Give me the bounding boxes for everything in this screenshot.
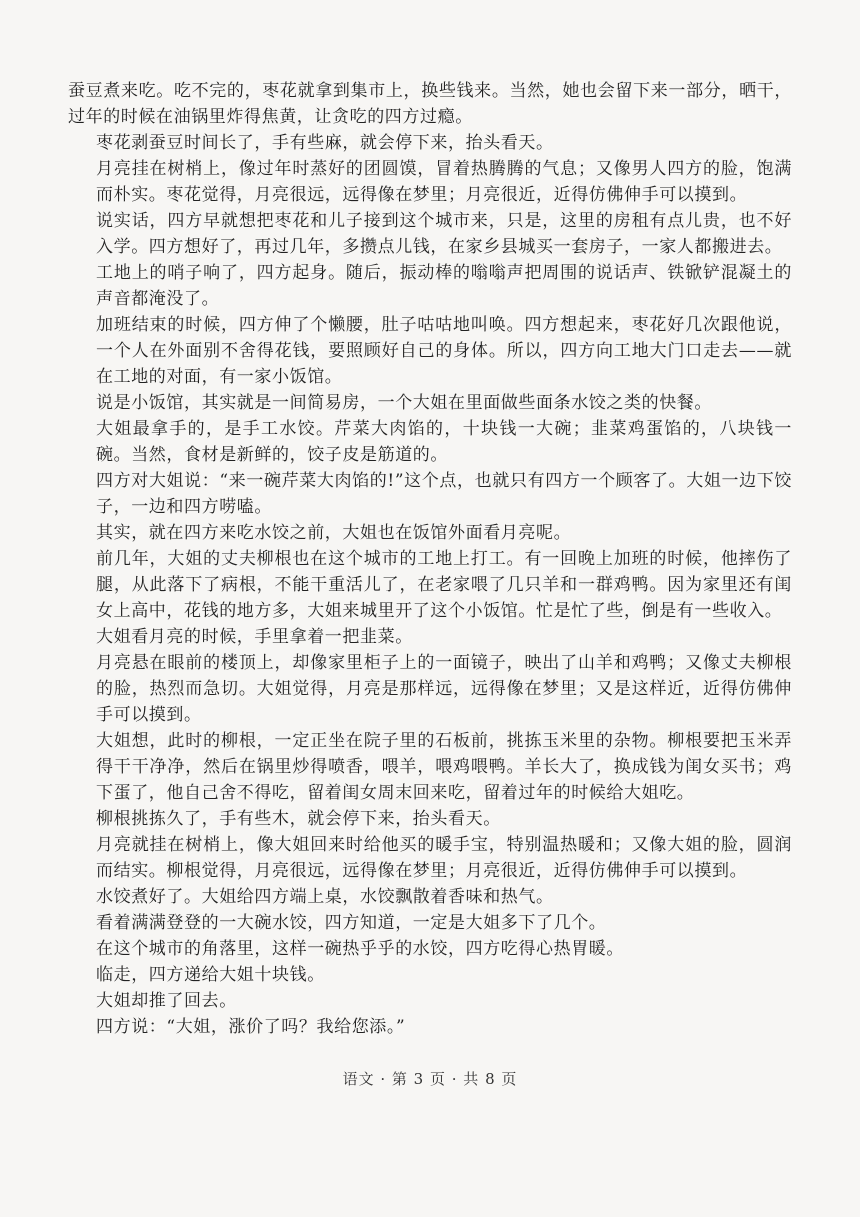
paragraph: 前几年，大姐的丈夫柳根也在这个城市的工地上打工。有一回晚上加班的时候，他摔伤了腿，从此落下了病根，不能干重活儿了，在老家喂了几只羊和一群鸡鸭。因为家里还有闺女上高中，花钱的地方多，大姐来城里开了这个小饭馆。忙是忙了些，倒是有一些收入。 (96, 549, 792, 621)
paragraph: 看着满满登登的一大碗水饺，四方知道，一定是大姐多下了几个。 (96, 913, 607, 933)
paragraph: 蚕豆煮来吃。吃不完的，枣花就拿到集市上，换些钱来。当然，她也会留下来一部分，晒干，过年的时候在油锅里炸得焦黄，让贪吃的四方过瘾。 (68, 81, 792, 127)
paragraph: 柳根挑拣久了，手有些木，就会停下来，抬头看天。 (96, 809, 501, 829)
paragraph: 说实话，四方早就想把枣花和儿子接到这个城市来，只是，这里的房租有点儿贵，也不好入学。四方想好了，再过几年，多攒点儿钱，在家乡县城买一套房子，一家人都搬进去。 (96, 211, 792, 257)
paragraph: 大姐最拿手的，是手工水饺。芹菜大肉馅的，十块钱一大碗；韭菜鸡蛋馅的，八块钱一碗。当然，食材是新鲜的，饺子皮是筋道的。 (96, 419, 792, 465)
article-body (68, 78, 792, 1040)
page-footer: 语文 · 第 3 页 · 共 8 页 (342, 1070, 518, 1088)
paragraph: 枣花剥蚕豆时间长了，手有些麻，就会停下来，抬头看天。 (96, 133, 554, 153)
paragraph: 四方对大姐说：“来一碗芹菜大肉馅的!”这个点，也就只有四方一个顾客了。大姐一边下饺子，一边和四方唠嗑。 (96, 471, 792, 517)
paragraph: 临走，四方递给大姐十块钱。 (96, 965, 325, 985)
paragraph: 月亮挂在树梢上，像过年时蒸好的团圆馍，冒着热腾腾的气息；又像男人四方的脸，饱满而朴实。枣花觉得，月亮很远，远得像在梦里；月亮很近，近得仿佛伸手可以摸到。 (96, 159, 792, 205)
paragraph: 大姐看月亮的时候，手里拿着一把韭菜。 (96, 627, 413, 647)
paragraph: 大姐却推了回去。 (96, 991, 237, 1011)
paragraph: 月亮就挂在树梢上，像大姐回来时给他买的暖手宝，特别温热暖和；又像大姐的脸，圆润而结实。柳根觉得，月亮很远，远得像在梦里；月亮很近，近得仿佛伸手可以摸到。 (96, 835, 792, 881)
paragraph: 水饺煮好了。大姐给四方端上桌，水饺飘散着香味和热气。 (96, 887, 554, 907)
paragraph: 加班结束的时候，四方伸了个懒腰，肚子咕咕地叫唤。四方想起来，枣花好几次跟他说，一个人在外面别不舍得花钱，要照顾好自己的身体。所以，四方向工地大门口走去——就在工地的对面，有一家小饭馆。 (96, 315, 792, 387)
paragraph: 说是小饭馆，其实就是一间简易房，一个大姐在里面做些面条水饺之类的快餐。 (96, 393, 712, 413)
paragraph: 大姐想，此时的柳根，一定正坐在院子里的石板前，挑拣玉米里的杂物。柳根要把玉米弄得干干净净，然后在锅里炒得喷香，喂羊，喂鸡喂鸭。羊长大了，换成钱为闺女买书；鸡下蛋了，他自己舍不得吃，留着闺女周末回来吃，留着过年的时候给大姐吃。 (96, 731, 792, 803)
paragraph: 其实，就在四方来吃水饺之前，大姐也在饭馆外面看月亮呢。 (96, 523, 572, 543)
paragraph: 工地上的哨子响了，四方起身。随后，振动棒的嗡嗡声把周围的说话声、铁锨铲混凝土的声音都淹没了。 (96, 263, 792, 309)
paragraph: 在这个城市的角落里，这样一碗热乎乎的水饺，四方吃得心热胃暖。 (96, 939, 624, 959)
paragraph: 月亮悬在眼前的楼顶上，却像家里柜子上的一面镜子，映出了山羊和鸡鸭；又像丈夫柳根的脸，热烈而急切。大姐觉得，月亮是那样远，远得像在梦里；又是这样近，近得仿佛伸手可以摸到。 (96, 653, 792, 725)
paragraph: 四方说：“大姐，涨价了吗？我给您添。” (96, 1017, 406, 1037)
